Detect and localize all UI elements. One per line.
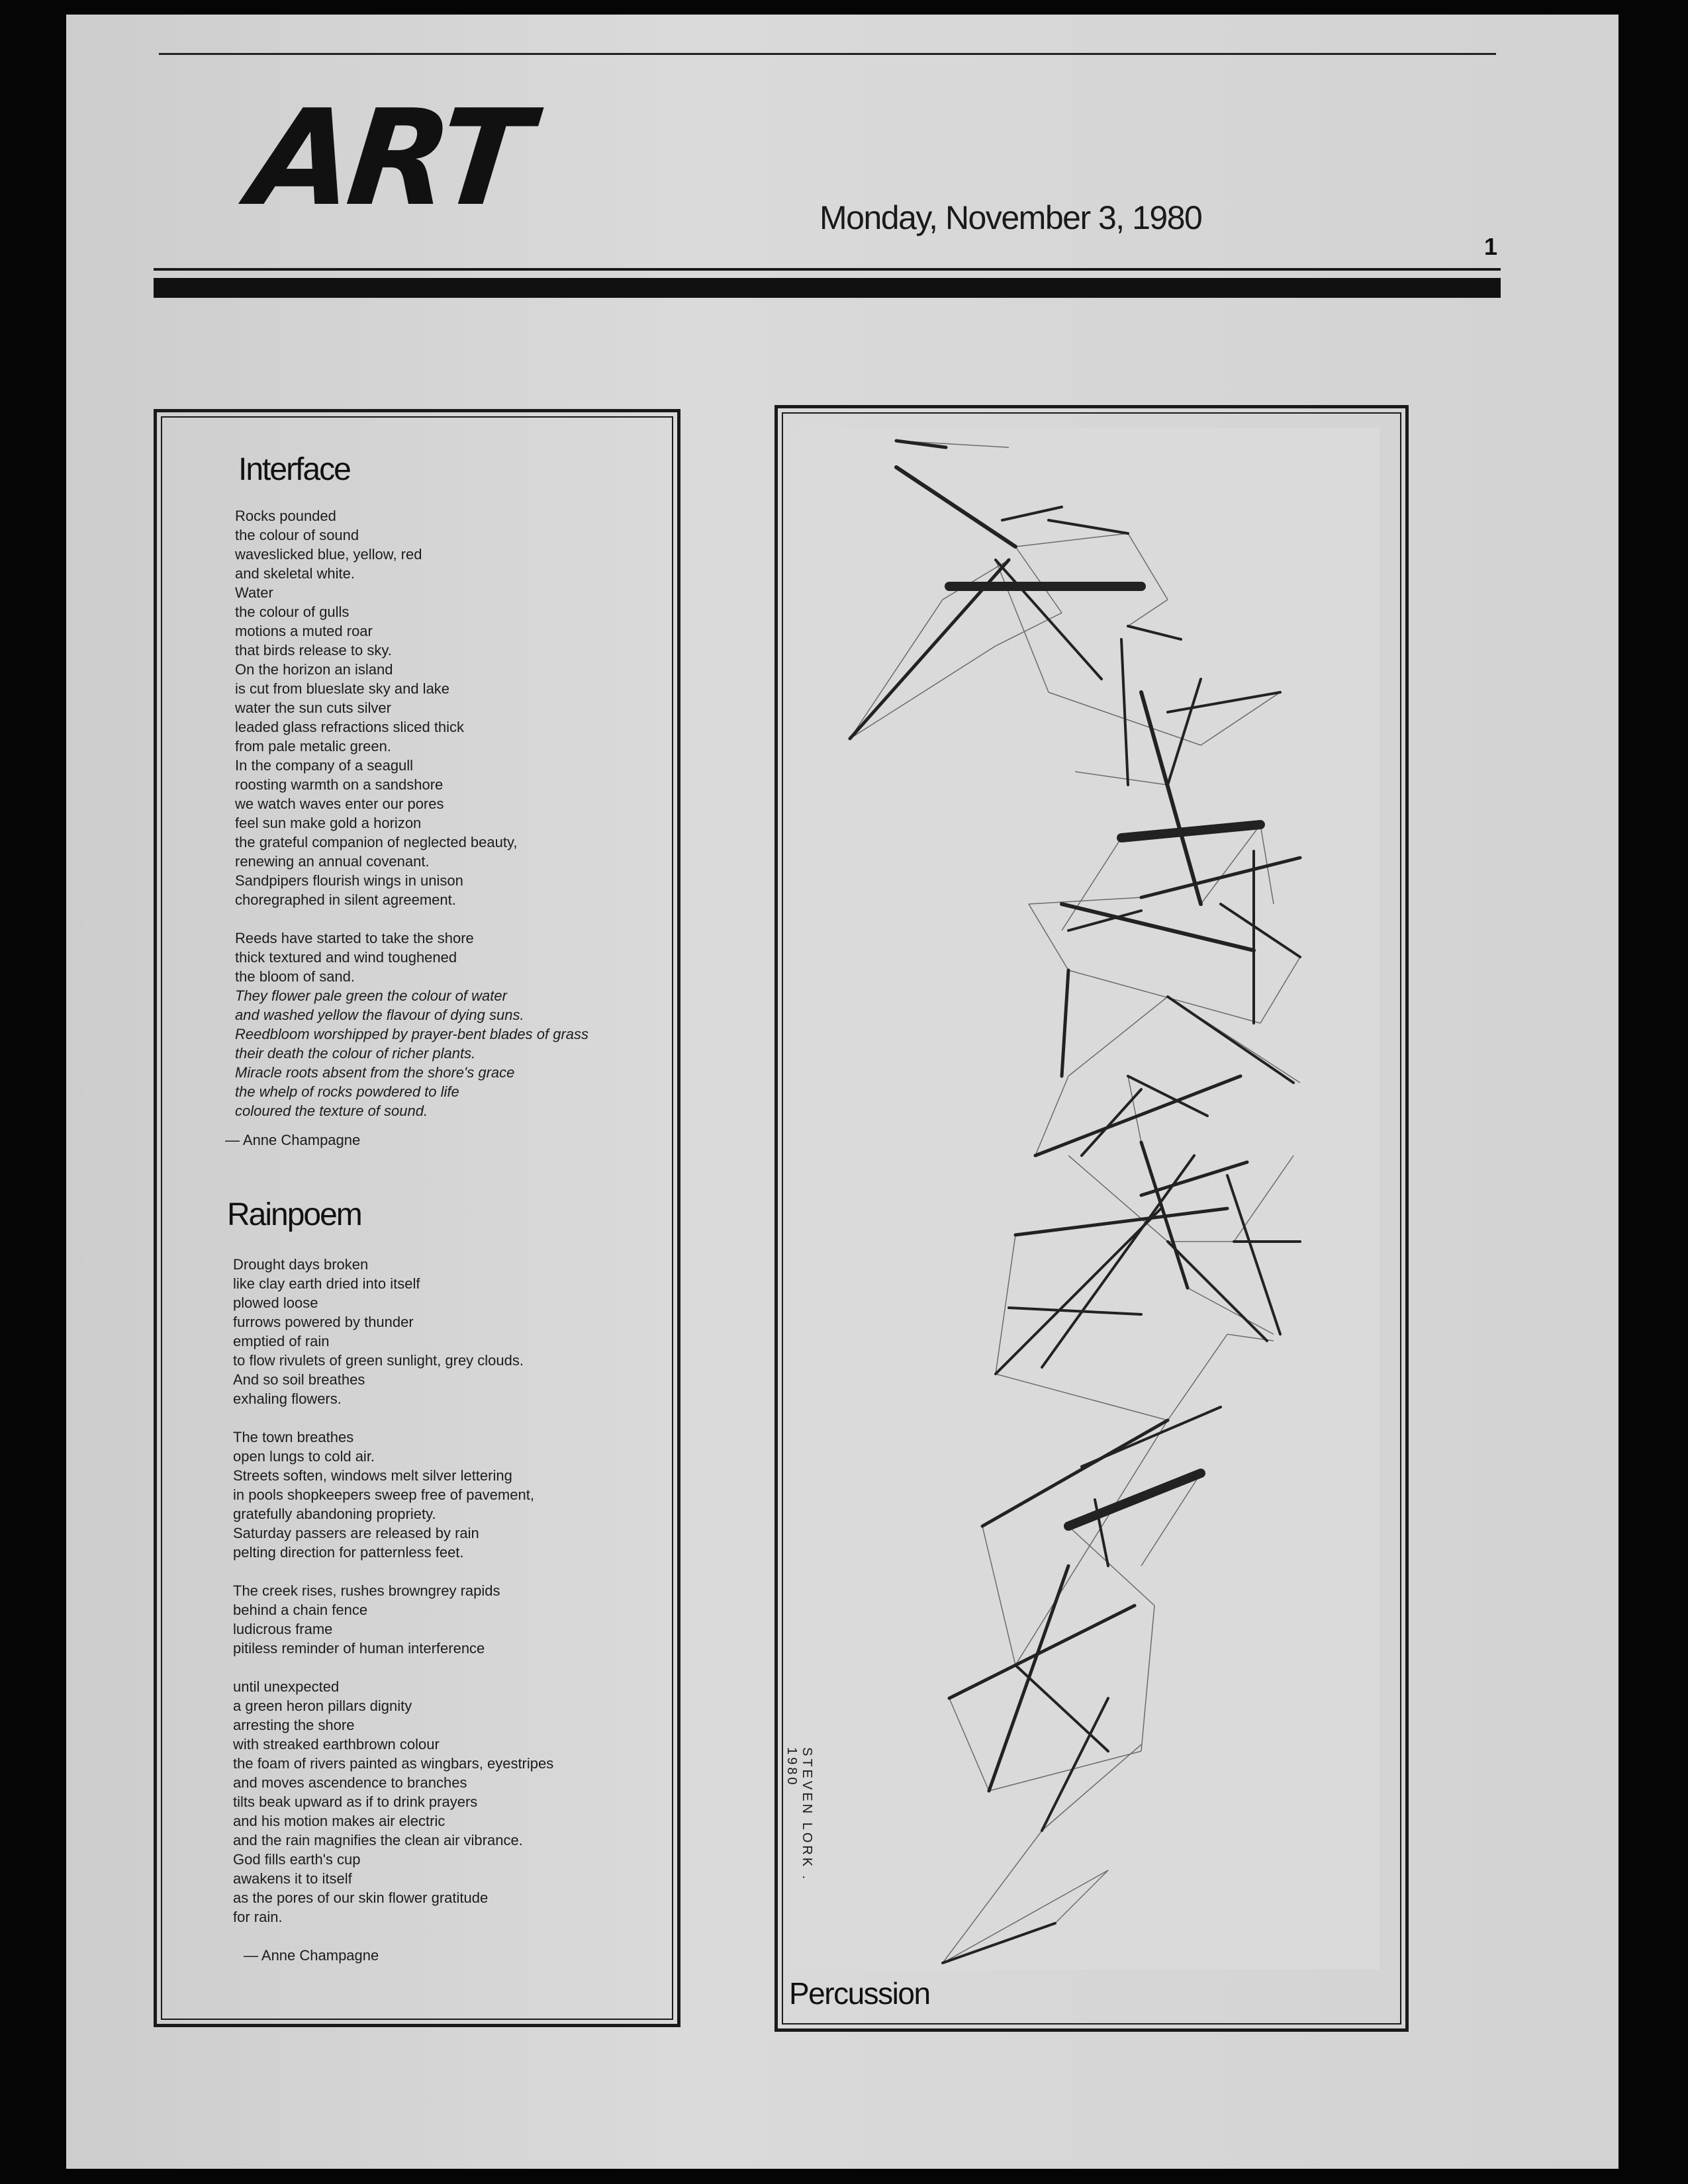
poem-line: Water — [235, 584, 273, 601]
poem-title-interface: Interface — [238, 452, 350, 487]
poem-line: Drought days broken — [233, 1256, 369, 1273]
poem-line: like clay earth dried into itself — [233, 1275, 420, 1292]
poem-line: the whelp of rocks powdered to life — [235, 1083, 459, 1100]
poem-line: waveslicked blue, yellow, red — [235, 546, 422, 563]
poem-line: In the company of a seagull — [235, 757, 414, 774]
poem-line: God fills earth's cup — [233, 1851, 361, 1868]
poem-line: and skeletal white. — [235, 565, 355, 582]
masthead-rule-thin — [154, 268, 1501, 271]
poem-line: Reeds have started to take the shore — [235, 930, 474, 946]
poem-line: from pale metalic green. — [235, 738, 391, 754]
poem-line: furrows powered by thunder — [233, 1314, 414, 1330]
poem-line: that birds release to sky. — [235, 642, 392, 659]
stanza-break — [235, 909, 588, 929]
poem-line: feel sun make gold a horizon — [235, 815, 422, 831]
poem-body-rainpoem — [233, 1255, 553, 1927]
poem-line: roosting warmth on a sandshore — [235, 776, 444, 793]
poem-line: choregraphed in silent agreement. — [235, 891, 456, 908]
poem-line: to flow rivulets of green sunlight, grey clouds. — [233, 1352, 524, 1369]
poem-title-rainpoem: Rainpoem — [227, 1197, 361, 1232]
poem-attribution-interface: — Anne Champagne — [225, 1132, 361, 1148]
poem-body-interface — [235, 506, 588, 1120]
poem-line: the colour of gulls — [235, 604, 350, 620]
artwork-percussion-image — [797, 428, 1380, 1970]
poem-line: the grateful companion of neglected beauty, — [235, 834, 518, 850]
poem-line: their death the colour of richer plants. — [235, 1045, 476, 1062]
poem-line: Saturday passers are released by rain — [233, 1525, 479, 1541]
poem-line: motions a muted roar — [235, 623, 373, 639]
poem-line: until unexpected — [233, 1678, 340, 1695]
poem-line: is cut from blueslate sky and lake — [235, 680, 450, 697]
artist-signature: STEVEN LORK . 1980 — [784, 1747, 814, 1882]
poem-line: plowed loose — [233, 1295, 318, 1311]
poem-line: the foam of rivers painted as wingbars, eyestripes — [233, 1755, 554, 1772]
poem-line: tilts beak upward as if to drink prayers — [233, 1794, 478, 1810]
poem-line: the colour of sound — [235, 527, 359, 543]
poem-line: behind a chain fence — [233, 1602, 368, 1618]
poem-line: gratefully abandoning propriety. — [233, 1506, 436, 1522]
stanza-break — [233, 1562, 553, 1581]
poem-line: open lungs to cold air. — [233, 1448, 375, 1465]
poem-line: water the sun cuts silver — [235, 700, 391, 716]
poem-line: the bloom of sand. — [235, 968, 355, 985]
poem-line: On the horizon an island — [235, 661, 393, 678]
poem-line: and the rain magnifies the clean air vibrance. — [233, 1832, 523, 1848]
poem-line: Miracle roots absent from the shore's grace — [235, 1064, 515, 1081]
poem-line: emptied of rain — [233, 1333, 330, 1349]
poem-line: with streaked earthbrown colour — [233, 1736, 440, 1752]
masthead-rule-thick — [154, 278, 1501, 298]
stanza-break — [233, 1408, 553, 1428]
poem-line: Sandpipers flourish wings in unison — [235, 872, 463, 889]
poem-line: leaded glass refractions sliced thick — [235, 719, 465, 735]
poem-line: thick textured and wind toughened — [235, 949, 457, 966]
poem-line: Streets soften, windows melt silver lettering — [233, 1467, 512, 1484]
poem-line: for rain. — [233, 1909, 283, 1925]
poem-line: awakens it to itself — [233, 1870, 352, 1887]
page-number: 1 — [1484, 233, 1498, 260]
poem-line: pitiless reminder of human interference — [233, 1640, 485, 1657]
poem-line: The creek rises, rushes browngrey rapids — [233, 1582, 500, 1599]
poem-line: we watch waves enter our pores — [235, 796, 444, 812]
poem-line: coloured the texture of sound. — [235, 1103, 428, 1119]
poem-line: Rocks pounded — [235, 508, 336, 524]
poem-line: ludicrous frame — [233, 1621, 333, 1637]
poem-line: The town breathes — [233, 1429, 354, 1445]
poem-attribution-rainpoem: — Anne Champagne — [244, 1947, 379, 1964]
poem-line: pelting direction for patternless feet. — [233, 1544, 464, 1561]
poem-line: They flower pale green the colour of water — [235, 987, 507, 1004]
poem-line: exhaling flowers. — [233, 1390, 342, 1407]
poem-line: and his motion makes air electric — [233, 1813, 445, 1829]
poem-line: Reedbloom worshipped by prayer-bent blades of grass — [235, 1026, 589, 1042]
poem-line: a green heron pillars dignity — [233, 1698, 412, 1714]
top-rule — [159, 53, 1496, 55]
stanza-break — [233, 1658, 553, 1677]
section-logo: ART — [243, 81, 533, 236]
poem-line: and moves ascendence to branches — [233, 1774, 467, 1791]
poem-line: renewing an annual covenant. — [235, 853, 430, 870]
poem-line: And so soil breathes — [233, 1371, 365, 1388]
issue-date: Monday, November 3, 1980 — [820, 199, 1202, 236]
artwork-caption: Percussion — [789, 1976, 930, 2011]
poem-line: in pools shopkeepers sweep free of pavement, — [233, 1486, 534, 1503]
poem-line: as the pores of our skin flower gratitude — [233, 1889, 489, 1906]
poem-line: arresting the shore — [233, 1717, 355, 1733]
poem-line: and washed yellow the flavour of dying suns. — [235, 1007, 524, 1023]
